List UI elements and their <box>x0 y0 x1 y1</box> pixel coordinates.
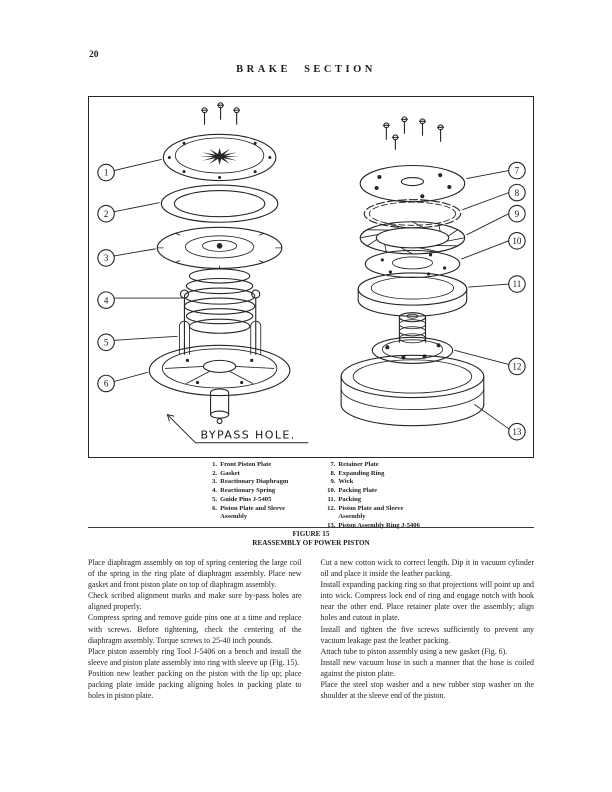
svg-text:12: 12 <box>512 361 522 372</box>
body-column-right <box>321 557 535 701</box>
svg-text:4: 4 <box>103 295 109 306</box>
legend-item: 7. Retainer Plate <box>330 461 379 468</box>
svg-text:11: 11 <box>512 279 522 290</box>
callout-2 <box>98 203 159 222</box>
callout-11 <box>469 276 525 292</box>
part-retainer-plate <box>360 165 464 201</box>
svg-text:10: 10 <box>512 236 522 247</box>
body-paragraph: Install expanding packing ring so that projections will point up and into wick. Compress lock end of ring and engage notch with hook near the other end. Place retainer plate over the assembly; align holes and cutout in plate. <box>320 580 534 623</box>
part-piston-plate-and-sleeve <box>149 345 290 423</box>
part-gasket <box>161 185 278 222</box>
figure-caption-title: REASSEMBLY OF POWER PISTON <box>252 539 370 547</box>
left-assembly-drawing <box>149 103 308 443</box>
parts-legend <box>88 461 534 531</box>
figure-caption-number: FIGURE 15 <box>292 530 330 538</box>
svg-text:13: 13 <box>512 426 522 437</box>
body-paragraph: Position new leather packing on the piston with the lip up; place packing plate inside packing aligning holes in packing plate to holes in piston plate. <box>88 668 302 701</box>
legend-item: 2. Gasket <box>212 469 240 477</box>
legend-item: 13. Piston Assembly Ring J-5406 <box>327 521 420 529</box>
legend-item: 1. Front Piston Plate <box>212 461 272 468</box>
svg-text:9: 9 <box>514 208 520 219</box>
body-paragraph: Place the steel stop washer and a new rubber stop washer on the shoulder at the sleeve end of the piston. <box>320 680 534 701</box>
svg-text:3: 3 <box>103 253 109 264</box>
legend-item: 12. Piston Plate and Sleeve Assembly <box>327 504 404 521</box>
part-piston-assembly-ring <box>341 355 484 425</box>
svg-text:7: 7 <box>514 165 520 176</box>
body-column-left <box>88 557 302 701</box>
part-reactionary-spring <box>184 269 254 333</box>
body-paragraph: Compress spring and remove guide pins one at a time and replace with screws. Before tightening, check the centering of the diaphragm assembly. Torque screws to 25-40 inch pounds. <box>88 613 302 645</box>
page-number: 20 <box>89 50 99 60</box>
part-reactionary-diaphragm <box>157 227 282 268</box>
legend-item: 9. Wick <box>330 478 354 486</box>
part-packing <box>358 273 466 316</box>
legend-item: 6. Piston Plate and Sleeve Assembly <box>212 504 286 521</box>
callout-5 <box>98 334 178 350</box>
section-title: BRAKE SECTION <box>236 64 376 75</box>
legend-item: 4. Reactionary Spring <box>212 487 276 495</box>
legend-item: 8. Expanding Ring <box>330 469 385 477</box>
callout-6 <box>98 372 147 391</box>
body-text <box>88 557 534 701</box>
screws-icon <box>383 117 443 150</box>
body-paragraph: Install and tighten the five screws sufficiently to prevent any vacuum leakage past the leather packing. <box>320 624 534 645</box>
part-guide-pins <box>179 290 260 354</box>
legend-column-left <box>202 461 288 531</box>
part-wick <box>360 222 464 254</box>
callout-7 <box>467 162 525 178</box>
legend-item: 10. Packing Plate <box>327 487 378 495</box>
body-paragraph: Check scribed alignment marks and make sure by-pass holes are aligned properly. <box>88 591 302 612</box>
callout-9 <box>467 205 525 234</box>
callout-4 <box>98 292 183 308</box>
legend-item: 11. Packing <box>327 495 362 503</box>
svg-text:1: 1 <box>103 167 109 178</box>
callout-3 <box>98 249 155 266</box>
part-front-piston-plate <box>163 134 276 180</box>
bypass-hole-label: BYPASS HOLE. <box>200 428 296 442</box>
right-assembly-drawing <box>341 117 484 426</box>
svg-text:8: 8 <box>514 187 520 198</box>
legend-item: 5. Guide Pins J-5405 <box>212 495 272 503</box>
callout-1 <box>98 159 161 180</box>
screws-icon <box>202 103 240 124</box>
callout-13 <box>475 405 525 440</box>
callout-10 <box>462 233 525 259</box>
bypass-hole-callout <box>167 415 308 443</box>
exploded-view-drawing <box>89 97 533 457</box>
svg-text:5: 5 <box>103 337 109 348</box>
body-paragraph: Place piston assembly ring Tool J-5406 on a bench and install the sleeve and piston plate assembly into ring with sleeve up (Fig. 15). <box>88 646 302 667</box>
part-expanding-ring <box>364 200 460 228</box>
legend-item: 3. Reactionary Diaphragm <box>212 478 289 486</box>
body-paragraph: Cut a new cotton wick to correct length. Dip it in vacuum cylinder oil and place it inside the leather packing. <box>320 558 534 579</box>
svg-text:6: 6 <box>103 378 109 389</box>
caption-divider <box>88 527 534 528</box>
svg-text:2: 2 <box>103 208 109 219</box>
legend-column-right <box>320 461 420 531</box>
figure-15-illustration <box>88 96 534 458</box>
body-paragraph: Place diaphragm assembly on top of spring centering the large coil of the spring in the ring plate of diaphragm assembly. Place new gasket and front piston plate on top of diaphragm assembly. <box>88 558 302 590</box>
body-paragraph: Attach tube to piston assembly using a new gasket (Fig. 6). <box>320 646 508 656</box>
body-paragraph: Install new vacuum hose in such a manner that the hose is coiled against the piston plate. <box>320 657 534 678</box>
